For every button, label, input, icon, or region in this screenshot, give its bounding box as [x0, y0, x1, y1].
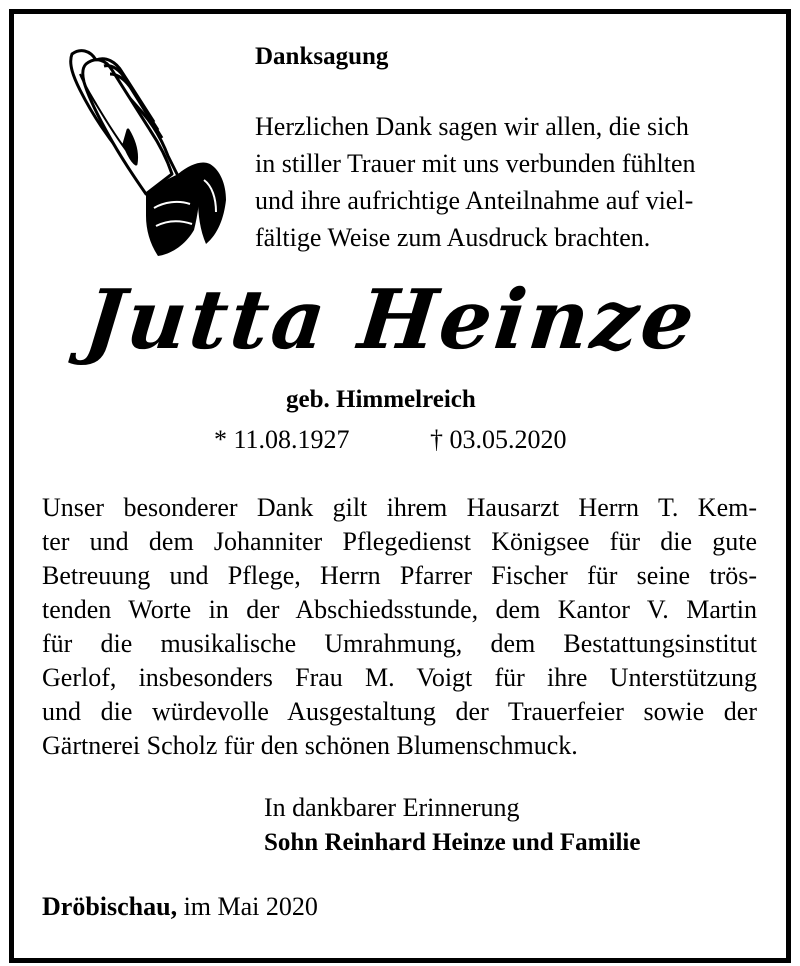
body-line: Betreuung und Pflege, Herrn Pfarrer Fischer für seine trös-: [42, 561, 757, 590]
death-date: † 03.05.2020: [430, 425, 567, 454]
intro-text: [255, 108, 760, 256]
body-line: Gärtnerei Scholz für den schönen Blumenschmuck.: [42, 731, 578, 760]
body-line: und die würdevolle Ausgestaltung der Trauerfeier sowie der: [42, 697, 757, 726]
body-line: für die musikalische Umrahmung, dem Bestattungsinstitut: [42, 629, 757, 658]
intro-line: in stiller Trauer mit uns verbunden fühlten: [255, 149, 696, 178]
praying-hands-icon: [50, 34, 240, 264]
intro-line: Herzlichen Dank sagen wir allen, die sich: [255, 112, 689, 141]
birth-date: * 11.08.1927: [214, 425, 350, 454]
body-line: tenden Worte in der Abschiedsstunde, dem Kantor V. Martin: [42, 595, 757, 624]
place-name: Dröbischau,: [42, 892, 178, 921]
maiden-name: geb. Himmelreich: [286, 386, 476, 413]
notice-date: im Mai 2020: [183, 892, 318, 921]
signature: Sohn Reinhard Heinze und Familie: [264, 829, 641, 856]
notice-heading: Danksagung: [255, 43, 389, 70]
body-line: Gerlof, insbesonders Frau M. Voigt für ihre Unterstützung: [42, 663, 757, 692]
life-dates: [214, 425, 567, 455]
memory-line: In dankbarer Erinnerung: [264, 793, 520, 822]
intro-line: fältige Weise zum Ausdruck brachten.: [255, 223, 651, 252]
deceased-name: Jutta Heinze: [80, 272, 702, 368]
body-line: Unser besonderer Dank gilt ihrem Hausarzt Herrn T. Kem-: [42, 493, 757, 522]
place-date: [42, 892, 318, 922]
intro-line: und ihre aufrichtige Anteilnahme auf viel-: [255, 186, 694, 215]
body-line: ter und dem Johanniter Pflegedienst Königsee für die gute: [42, 527, 757, 556]
thanks-text: [42, 491, 757, 763]
